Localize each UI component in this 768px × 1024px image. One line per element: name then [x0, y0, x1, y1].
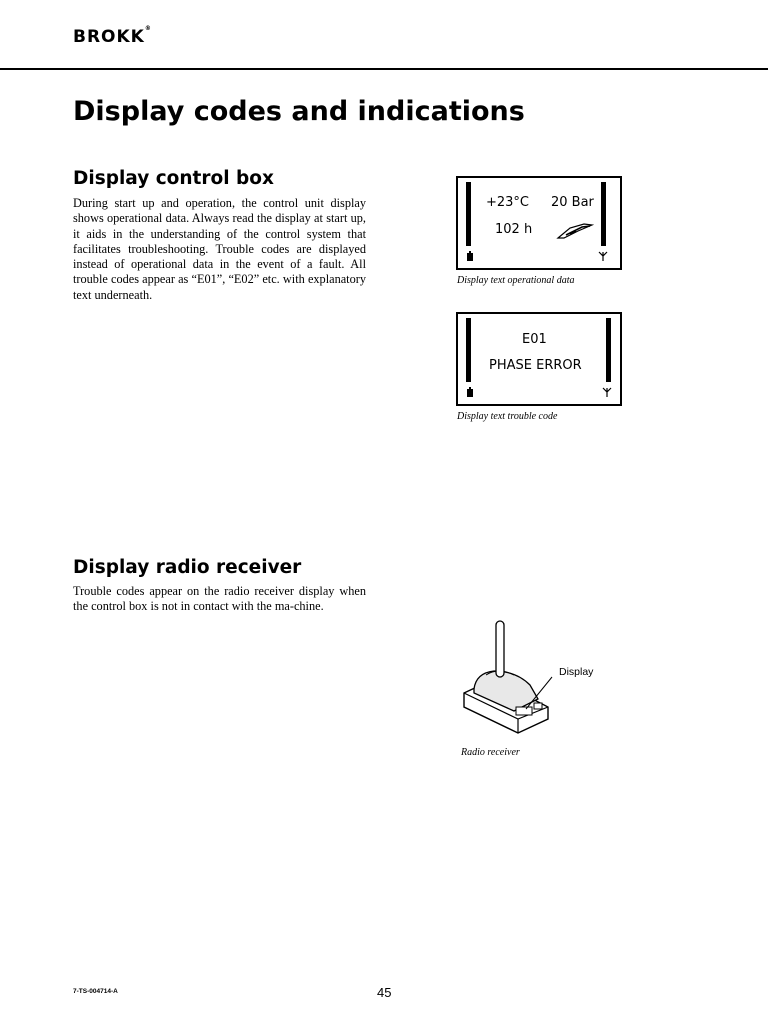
hours-readout: 102 h: [495, 222, 533, 237]
trouble-code: E01: [522, 332, 547, 347]
caption-operational-data: Display text operational data: [457, 275, 575, 286]
section-paragraph-control-box: During start up and operation, the control unit display shows operational data. Always read the display at start up, it aids in the understanding of the control system that facilitates troubleshooting. Trouble codes are displayed instead of operational data in the event of a fault. All trouble codes appear as “E01”, “E02” etc. with explanatory text underneath.: [73, 196, 366, 302]
caption-radio-receiver: Radio receiver: [461, 747, 520, 758]
page-number: 45: [377, 985, 392, 1000]
page-title: Display codes and indications: [73, 96, 525, 127]
display-operational-data: [456, 176, 622, 270]
header-rule: [0, 68, 768, 70]
right-level-bar: [601, 182, 606, 246]
right-level-bar: [606, 318, 611, 382]
left-level-bar: [466, 182, 471, 246]
pressure-readout: 20 Bar: [551, 195, 594, 210]
brokk-logo: [73, 27, 152, 47]
caption-trouble-code: Display text trouble code: [457, 411, 558, 422]
temperature-readout: +23°C: [486, 195, 530, 210]
document-code: 7-TS-004714-A: [73, 988, 118, 995]
left-level-bar: [466, 318, 471, 382]
section-heading-radio-receiver: Display radio receiver: [73, 557, 302, 578]
figure-label-display: Display: [559, 666, 594, 678]
brand-name: BROKK: [73, 27, 145, 47]
section-heading-control-box: Display control box: [73, 168, 274, 189]
registered-mark: ®: [144, 25, 152, 32]
antenna-icon: [602, 387, 612, 397]
section-paragraph-radio-receiver: Trouble codes appear on the radio receiver display when the control box is not in contact with the ma-chine.: [73, 584, 366, 614]
machine-icon: [556, 222, 594, 240]
battery-icon: [466, 387, 474, 397]
display-trouble-code: [456, 312, 622, 406]
battery-icon: [466, 251, 474, 261]
trouble-message: PHASE ERROR: [489, 358, 582, 373]
antenna-icon: [598, 251, 608, 261]
